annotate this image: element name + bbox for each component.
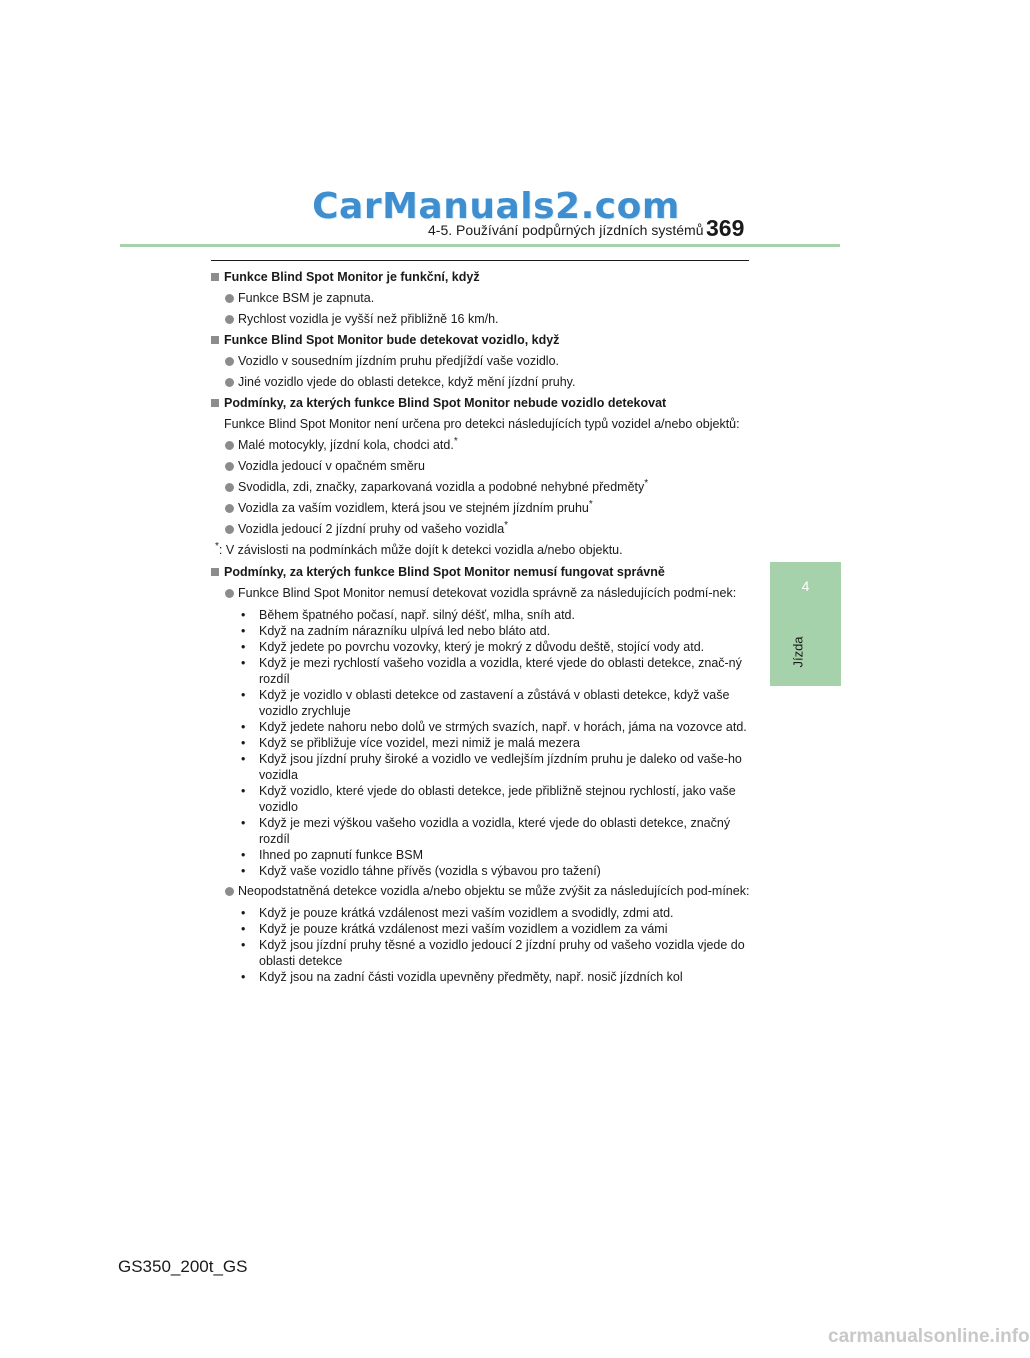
bullet-text: Malé motocykly, jízdní kola, chodci atd.: [238, 438, 454, 452]
footnote-mark: *: [215, 540, 219, 552]
sub-item: [211, 735, 751, 751]
bullet-text: Funkce Blind Spot Monitor nemusí detekovat vozidla správně za následujících podmí-nek:: [238, 586, 737, 600]
section-heading: [211, 269, 751, 285]
bullet-item: [211, 883, 751, 899]
bullet-item: [211, 437, 751, 453]
chapter-label: [778, 634, 818, 670]
sub-bullet-icon: •: [241, 720, 246, 734]
sub-item: [211, 937, 751, 969]
bullet-item: [211, 521, 751, 537]
sub-item: [211, 969, 751, 985]
footnote-mark: *: [504, 519, 509, 531]
bullet-dot-icon: [225, 589, 234, 598]
bullet-text: Svodidla, zdi, značky, zaparkovaná vozidla a podobné nehybné předměty: [238, 480, 645, 494]
sub-item-text: Když je pouze krátká vzdálenost mezi vaším vozidlem a vozidlem za vámi: [259, 922, 668, 936]
chapter-number: 4: [801, 578, 810, 594]
sub-item-text: Když jsou jízdní pruhy široké a vozidlo ve vedlejším jízdním pruhu je daleko od vaše-ho vozidla: [259, 752, 742, 782]
sub-item-text: Když se přibližuje více vozidel, mezi nimiž je malá mezera: [259, 736, 580, 750]
sub-item-text: Když je vozidlo v oblasti detekce od zastavení a zůstává v oblasti detekce, když vaše vozidlo zrychluje: [259, 688, 730, 718]
bullet-item: [211, 458, 751, 474]
sub-item: [211, 847, 751, 863]
sub-item: [211, 655, 751, 687]
bullet-text: Rychlost vozidla je vyšší než přibližně 16 km/h.: [238, 312, 499, 326]
sub-item-text: Když jedete po povrchu vozovky, který je mokrý z důvodu deště, stojící vody atd.: [259, 640, 705, 654]
bullet-item: [211, 311, 751, 327]
bullet-dot-icon: [225, 441, 234, 450]
bullet-dot-icon: [225, 294, 234, 303]
sub-item-text: Když jsou jízdní pruhy těsné a vozidlo jedoucí 2 jízdní pruhy od vašeho vozidla vjede do oblasti detekce: [259, 938, 745, 968]
section-heading: [211, 564, 751, 580]
sub-bullet-icon: •: [241, 864, 246, 878]
bullet-text: Jiné vozidlo vjede do oblasti detekce, když mění jízdní pruhy.: [238, 375, 576, 389]
sub-bullet-icon: •: [241, 848, 246, 862]
bullet-dot-icon: [225, 462, 234, 471]
bullet-item: [211, 353, 751, 369]
sub-bullet-icon: •: [241, 640, 246, 654]
sub-item: [211, 687, 751, 719]
header-rule: [120, 244, 840, 247]
model-code: GS350_200t_GS: [118, 1257, 248, 1276]
sub-item: [211, 719, 751, 735]
sub-item-text: Ihned po zapnutí funkce BSM: [259, 848, 423, 862]
square-marker-icon: [211, 568, 219, 576]
sub-bullet-icon: •: [241, 938, 246, 952]
carmanuals-watermark-logo: CarManuals2.com: [312, 186, 680, 227]
bullet-dot-icon: [225, 315, 234, 324]
sub-bullet-icon: •: [241, 906, 246, 920]
sub-bullet-icon: •: [241, 922, 246, 936]
section-intro: Funkce Blind Spot Monitor není určena pro detekci následujících typů vozidel a/nebo objektů:: [224, 417, 740, 431]
sub-bullet-icon: •: [241, 816, 246, 830]
sub-list: [211, 607, 751, 879]
sub-item: [211, 783, 751, 815]
bullet-dot-icon: [225, 357, 234, 366]
sub-item: [211, 905, 751, 921]
sub-item-text: Když vaše vozidlo táhne přívěs (vozidla s výbavou pro tažení): [259, 864, 601, 878]
sub-item-text: Když jsou na zadní části vozidla upevněny předměty, např. nosič jízdních kol: [259, 970, 683, 984]
sub-bullet-icon: •: [241, 688, 246, 702]
section-title: 4-5. Používání podpůrných jízdních systémů: [428, 222, 704, 238]
bullet-text: Vozidla za vaším vozidlem, která jsou ve stejném jízdním pruhu: [238, 501, 589, 515]
footnote-mark: *: [644, 477, 649, 489]
sub-item-text: Během špatného počasí, např. silný déšť, mlha, sníh atd.: [259, 608, 575, 622]
sub-item: [211, 639, 751, 655]
bullet-item: [211, 374, 751, 390]
chapter-label-text: Jízda: [790, 636, 806, 668]
sub-item: [211, 921, 751, 937]
sub-bullet-icon: •: [241, 624, 246, 638]
square-marker-icon: [211, 336, 219, 344]
section-heading-text: Podmínky, za kterých funkce Blind Spot Monitor nemusí fungovat správně: [224, 565, 665, 579]
sub-item: [211, 607, 751, 623]
footnote: [211, 542, 751, 558]
sub-item: [211, 863, 751, 879]
bullet-dot-icon: [225, 378, 234, 387]
sub-bullet-icon: •: [241, 970, 246, 984]
sub-item-text: Když na zadním nárazníku ulpívá led nebo bláto atd.: [259, 624, 551, 638]
section-heading-text: Funkce Blind Spot Monitor bude detekovat vozidlo, když: [224, 333, 560, 347]
page-content: [211, 267, 751, 989]
page-number: 369: [706, 215, 745, 241]
bullet-text: Vozidla jedoucí v opačném směru: [238, 459, 425, 473]
square-marker-icon: [211, 273, 219, 281]
bullet-item: [211, 479, 751, 495]
section-heading: [211, 395, 751, 411]
bullet-dot-icon: [225, 504, 234, 513]
sub-item-text: Když je mezi výškou vašeho vozidla a vozidla, které vjede do oblasti detekce, značný rozdíl: [259, 816, 731, 846]
sub-item-text: Když je pouze krátká vzdálenost mezi vaším vozidlem a svodidly, zdmi atd.: [259, 906, 674, 920]
bullet-item: [211, 500, 751, 516]
bullet-item: [211, 290, 751, 306]
bullet-item: [211, 585, 751, 601]
sub-bullet-icon: •: [241, 608, 246, 622]
sub-item: [211, 623, 751, 639]
section-heading-text: Podmínky, za kterých funkce Blind Spot Monitor nebude vozidlo detekovat: [224, 396, 667, 410]
carmanualsonline-watermark: carmanualsonline.info: [828, 1326, 1030, 1347]
sub-bullet-icon: •: [241, 752, 246, 766]
sub-bullet-icon: •: [241, 784, 246, 798]
section-heading: [211, 332, 751, 348]
footnote-text: : V závislosti na podmínkách může dojít k detekci vozidla a/nebo objektu.: [218, 543, 623, 557]
sub-item-text: Když vozidlo, které vjede do oblasti detekce, jede přibližně stejnou rychlostí, jako vaše vozidlo: [259, 784, 736, 814]
bullet-text: Neopodstatněná detekce vozidla a/nebo objektu se může zvýšit za následujících pod-mínek:: [238, 884, 750, 898]
bullet-dot-icon: [225, 525, 234, 534]
sub-list: [211, 905, 751, 985]
footnote-mark: *: [588, 498, 593, 510]
bullet-dot-icon: [225, 483, 234, 492]
section-heading-text: Funkce Blind Spot Monitor je funkční, když: [224, 270, 480, 284]
sub-bullet-icon: •: [241, 736, 246, 750]
bullet-text: Funkce BSM je zapnuta.: [238, 291, 375, 305]
bullet-text: Vozidlo v sousedním jízdním pruhu předjíždí vaše vozidlo.: [238, 354, 560, 368]
content-rule: [211, 260, 749, 261]
sub-item: [211, 751, 751, 783]
sub-item-text: Když jedete nahoru nebo dolů ve strmých svazích, např. v horách, jáma na vozovce atd.: [259, 720, 747, 734]
sub-bullet-icon: •: [241, 656, 246, 670]
footnote-mark: *: [453, 435, 458, 447]
bullet-dot-icon: [225, 887, 234, 896]
square-marker-icon: [211, 399, 219, 407]
bullet-text: Vozidla jedoucí 2 jízdní pruhy od vašeho vozidla: [238, 522, 505, 536]
sub-item-text: Když je mezi rychlostí vašeho vozidla a vozidla, které vjede do oblasti detekce, znač-ný rozdíl: [259, 656, 742, 686]
sub-item: [211, 815, 751, 847]
